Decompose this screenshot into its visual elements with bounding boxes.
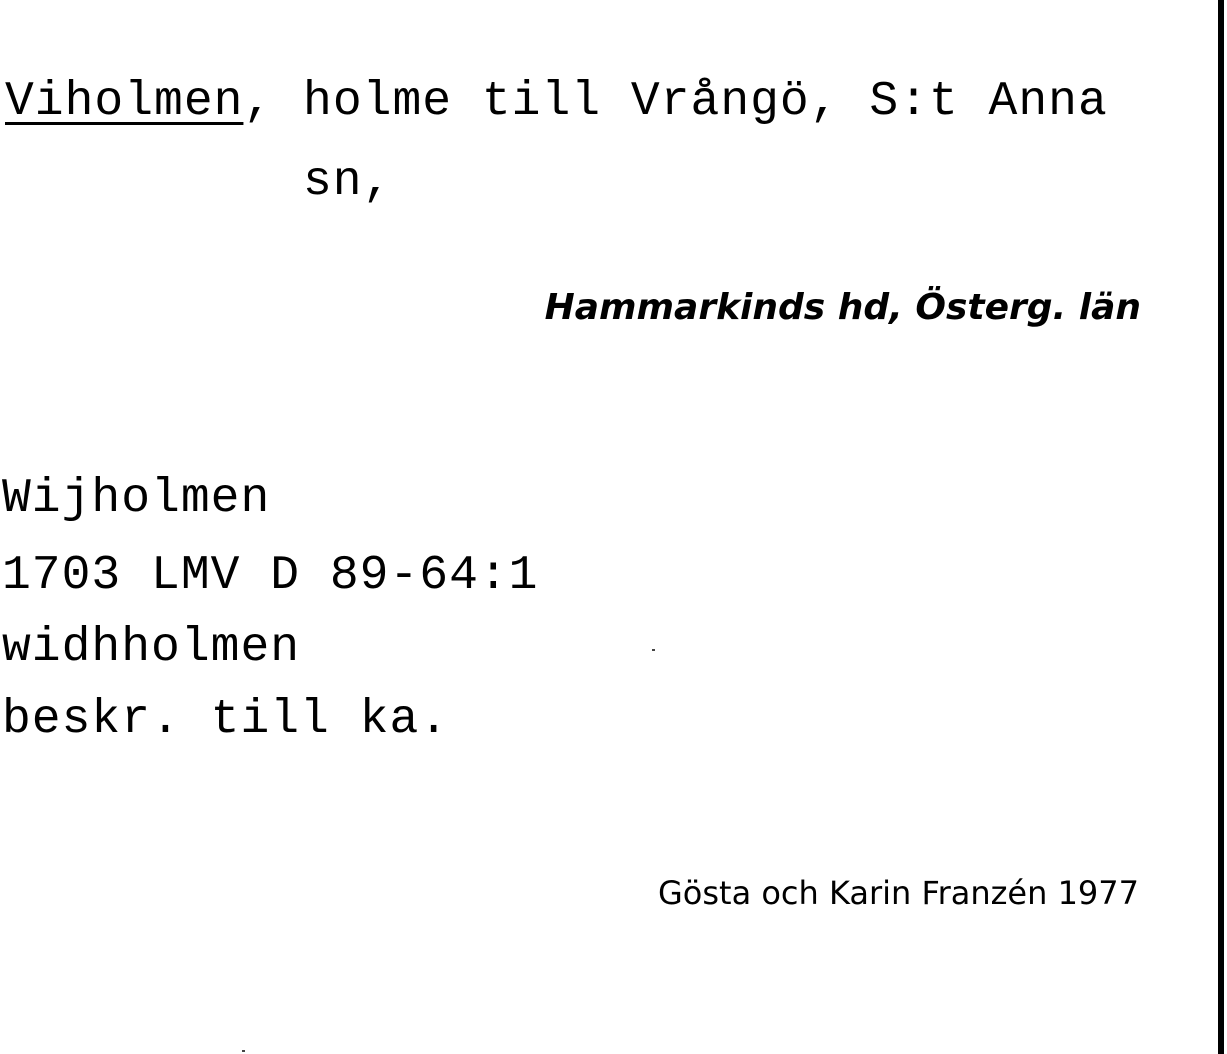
variant-2: 1703 LMV D 89-64:1 [2,549,539,603]
card-edge [1218,0,1224,1054]
scan-speck [242,1050,245,1052]
variant-1: Wijholmen [2,472,271,526]
entry-line-1 [5,75,1108,129]
variant-4: beskr. till ka. [2,693,450,747]
entry-line-2: sn, [303,155,393,209]
headword: Viholmen [5,75,244,129]
credit-line: Gösta och Karin Franzén 1977 [657,874,1139,912]
variant-3: widhholmen [2,621,301,675]
scan-speck [652,649,655,651]
region-label: Hammarkinds hd, Österg. län [544,287,1141,328]
entry-description: , holme till Vrångö, S:t Anna [243,75,1108,129]
